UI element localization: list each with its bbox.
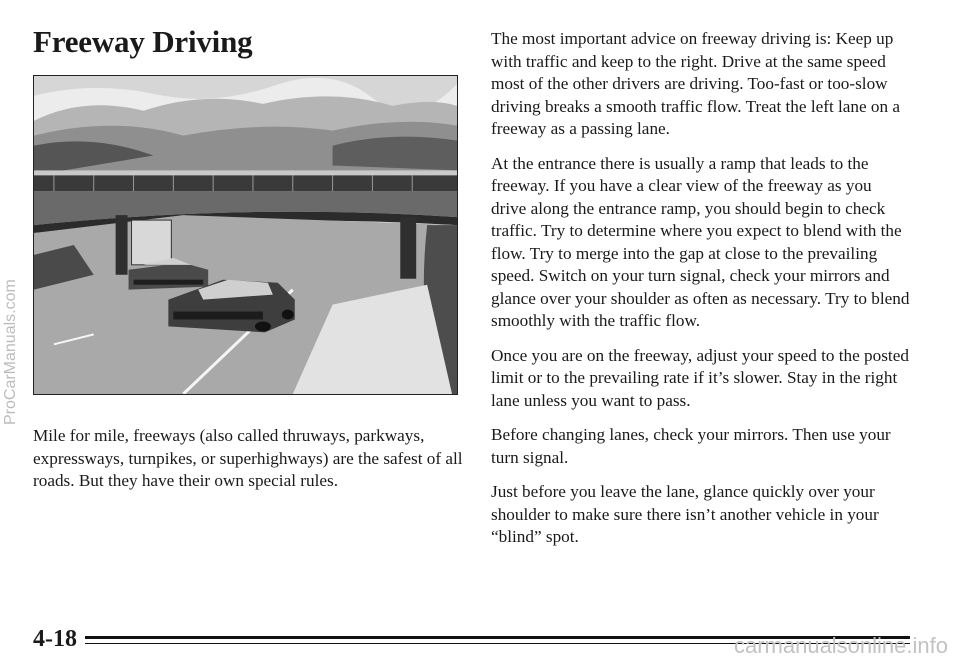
paragraph-changing-lanes: Before changing lanes, check your mirrors. Then use your turn signal. [491,425,891,467]
intro-paragraph: Mile for mile, freeways (also called thruways, parkways, expressways, turnpikes, or superhighways) are the safest of all roads. But they have their own special rules. [33,426,463,490]
bridge-railing [34,175,457,191]
paragraph-entrance-ramp: At the entrance there is usually a ramp that leads to the freeway. If you have a clear view of the freeway as you drive along the entrance ramp, you should begin to check traffic. Try to determine where you expect to blend with the flow. Try to merge into the gap at close to the prevailing speed. Switch on your turn signal, check your mirrors and glance over your shoulder as often as necessary. Try to blend smoothly with the traffic flow. [491,153,910,330]
freeway-overpass-illustration [33,75,458,395]
paragraph-freeway-advice: The most important advice on freeway driving is: Keep up with traffic and keep to the right. Drive at the same speed most of the other drivers are driving. Too-fast or too-slow driving breaks a smooth traffic flow. Treat the left lane on a freeway as a passing lane. [491,29,901,138]
page-number: 4-18 [33,626,77,652]
paragraph-blind-spot: Just before you leave the lane, glance quickly over your shoulder to make sure there isn’t another vehicle in your “blind” spot. [491,482,879,546]
illustration-drawing [34,76,457,394]
body-text-column [491,28,911,561]
tree-line-right [333,137,457,171]
side-watermark: ProCarManuals.com [2,279,19,425]
underpass-structure [132,220,172,265]
bottom-watermark: carmanualsonline.info [733,633,948,658]
bridge-pillar-left [116,215,128,275]
page-title: Freeway Driving [33,24,253,59]
paragraph-adjust-speed: Once you are on the freeway, adjust your speed to the posted limit or to the prevailing rate if it’s slower. Stay in the right lane unless you want to pass. [491,345,909,410]
bridge-pillar-right [400,217,416,279]
